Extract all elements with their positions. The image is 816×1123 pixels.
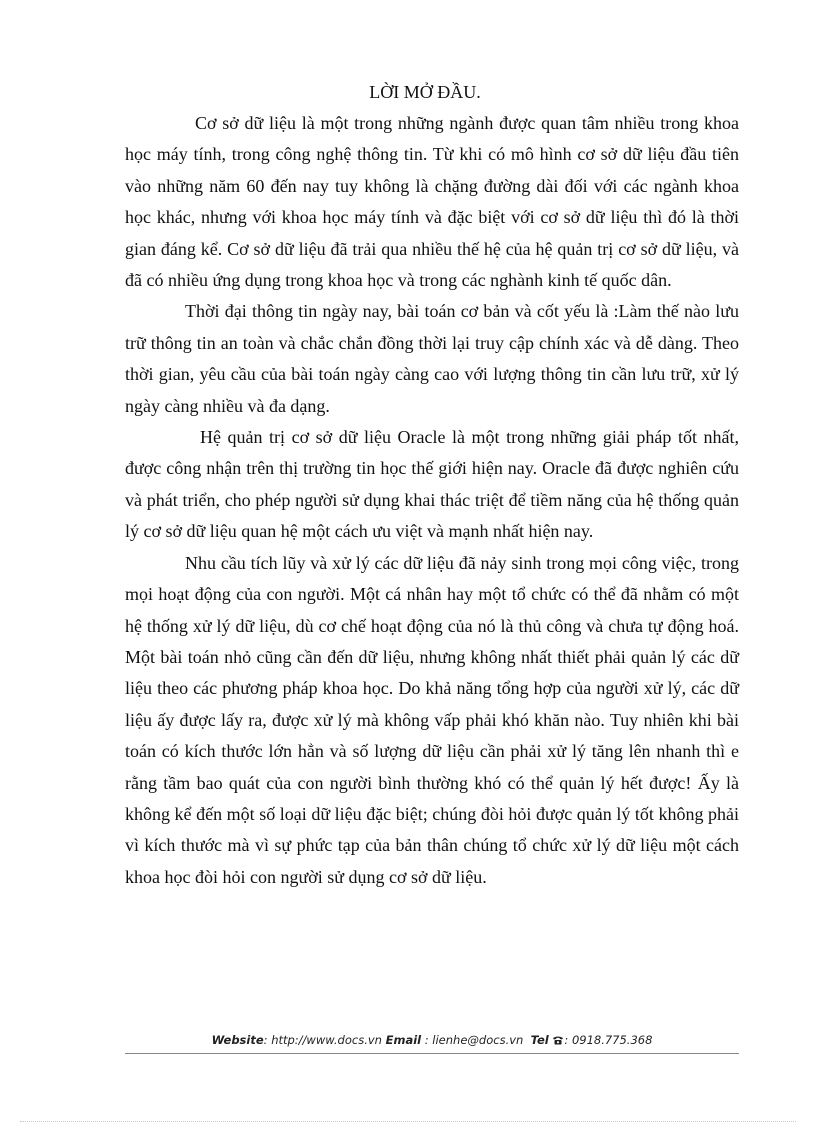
footer-website-separator: : — [263, 1033, 272, 1047]
footer-email-link[interactable]: lienhe@docs.vn — [432, 1033, 524, 1047]
paragraph-information-age: Thời đại thông tin ngày nay, bài toán cơ bản và cốt yếu là :Làm thế nào lưu trữ thông tin an toàn và chắc chắn đồng thời lại truy cập chính xác và dễ dàng. Theo thời gian, yêu cầu của bài toán ngày càng cao với lượng thông tin cần lưu trữ, xử lý ngày càng nhiều và đa dạng. — [125, 301, 739, 416]
paragraph-data-needs: Nhu cầu tích lũy và xử lý các dữ liệu đã nảy sinh trong mọi công việc, trong mọi hoạt động của con người. Một cá nhân hay một tổ chức có thể đã nhằm có một hệ thống xử lý dữ liệu, dù cơ chế hoạt động của nó là thủ công và chưa tự động hoá. Một bài toán nhỏ cũng cần đến dữ liệu, nhưng không nhất thiết phải quản lý các dữ liệu theo các phương pháp khoa học. Do khả năng tổng hợp của người xử lý, các dữ liệu ấy được lấy ra, được xử lý mà không vấp phải khó khăn nào. Tuy nhiên khi bài toán có kích thước lớn hẳn và số lượng dữ liệu cần phải xử lý tăng lên nhanh thì e rằng tầm bao quát của con người bình thường khó có thể quản lý hết được! Ấy là không kể đến một số loại dữ liệu đặc biệt; chúng đòi hỏi được quản lý tốt không phải vì kích thước mà vì sự phức tạp của bản thân chúng tổ chức xử lý dữ liệu một cách khoa học đòi hỏi con người sử dụng cơ sở dữ liệu. — [125, 552, 739, 887]
document-body — [125, 108, 739, 893]
footer-divider — [125, 1053, 739, 1054]
footer-tel-separator: : — [564, 1033, 572, 1047]
footer-website-label: Website — [211, 1033, 264, 1047]
telephone-icon — [552, 1034, 564, 1044]
footer-tel-label: Tel — [530, 1033, 549, 1047]
page-footer — [125, 1033, 739, 1047]
page-bottom-border — [20, 1121, 796, 1122]
footer-website-link[interactable]: http://www.docs.vn — [271, 1033, 382, 1047]
footer-email-separator: : — [421, 1033, 433, 1047]
document-title: LỜI MỞ ĐẦU. — [369, 82, 481, 102]
paragraph-introduction: Cơ sở dữ liệu là một trong những ngành được quan tâm nhiều trong khoa học máy tính, trong công nghệ thông tin. Từ khi có mô hình cơ sở dữ liệu đầu tiên vào những năm 60 đến nay tuy không là chặng đường dài đối với các ngành khoa học khác, nhưng với khoa học máy tính và đặc biệt với cơ sở dữ liệu thì đó là thời gian đáng kể. Cơ sở dữ liệu đã trải qua nhiều thế hệ của hệ quản trị cơ sở dữ liệu, và đã có nhiều ứng dụng trong khoa học và trong các nghành kinh tế quốc dân. — [125, 113, 739, 291]
paragraph-oracle: Hệ quản trị cơ sở dữ liệu Oracle là một trong những giải pháp tốt nhất, được công nhận trên thị trường tin học thế giới hiện nay. Oracle đã được nghiên cứu và phát triển, cho phép người sử dụng khai thác triệt để tiềm năng của hệ thống quản lý cơ sở dữ liệu quan hệ một cách ưu việt và mạnh nhất hiện nay. — [125, 427, 739, 542]
footer-email-label: Email — [385, 1033, 422, 1047]
footer-tel-value: 0918.775.368 — [571, 1033, 653, 1047]
